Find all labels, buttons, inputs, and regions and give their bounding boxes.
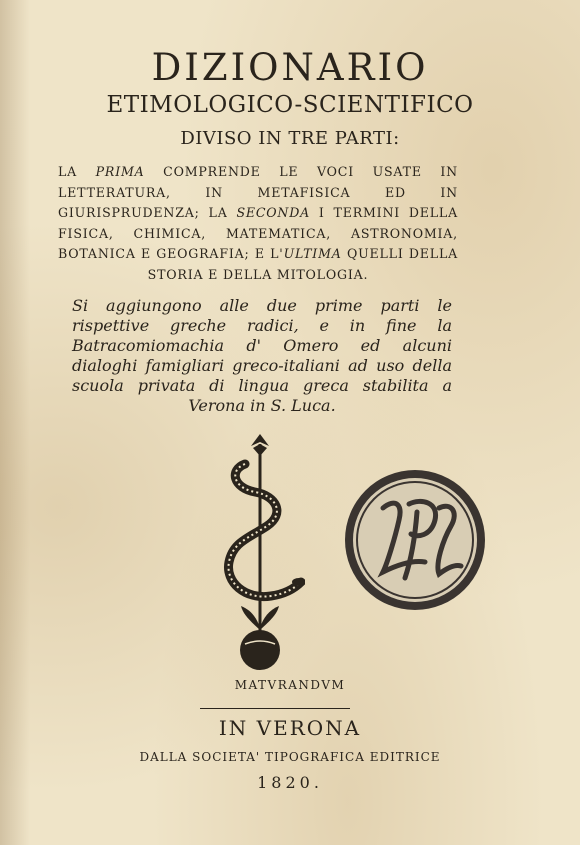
ownership-stamp (343, 468, 487, 612)
book-subtitle-parts: DIVISO IN TRE PARTI: (180, 128, 400, 149)
imprint-city: IN VERONA (218, 716, 362, 740)
contents-description: LA PRIMA COMPRENDE LE VOCI USATE IN LETTERATURA, IN METAFISICA ED IN GIURISPRUDENZA; LA SECONDA I TERMINI DELLA FISICA, CHIMICA, MATEMATICA, ASTRONOMIA, BOTANICA E GEOGRAFIA; E L'ULTIMA QUELLI DELLA STORIA E DELLA MITOLOGIA. (58, 164, 458, 282)
motto: MATVRANDVM (234, 678, 346, 692)
book-subtitle: ETIMOLOGICO-SCIENTIFICO (106, 92, 474, 118)
divider-rule (200, 708, 350, 709)
book-title: DIZIONARIO (151, 46, 429, 89)
imprint-year: 1820. (257, 773, 323, 792)
serpent-arrow-emblem (215, 430, 305, 674)
addendum-text: Si aggiungono alle due prime parti le rispettive greche radici, e in fine la Batracomiomachia d' Omero ed alcuni dialoghi famigliari greco-italiani ad uso della scuola privata di lingua greca stabilita a Verona in S. Luca. (72, 296, 452, 415)
imprint-publisher: DALLA SOCIETA' TIPOGRAFICA EDITRICE (139, 750, 441, 764)
stamp-monogram: LPL (413, 546, 417, 547)
